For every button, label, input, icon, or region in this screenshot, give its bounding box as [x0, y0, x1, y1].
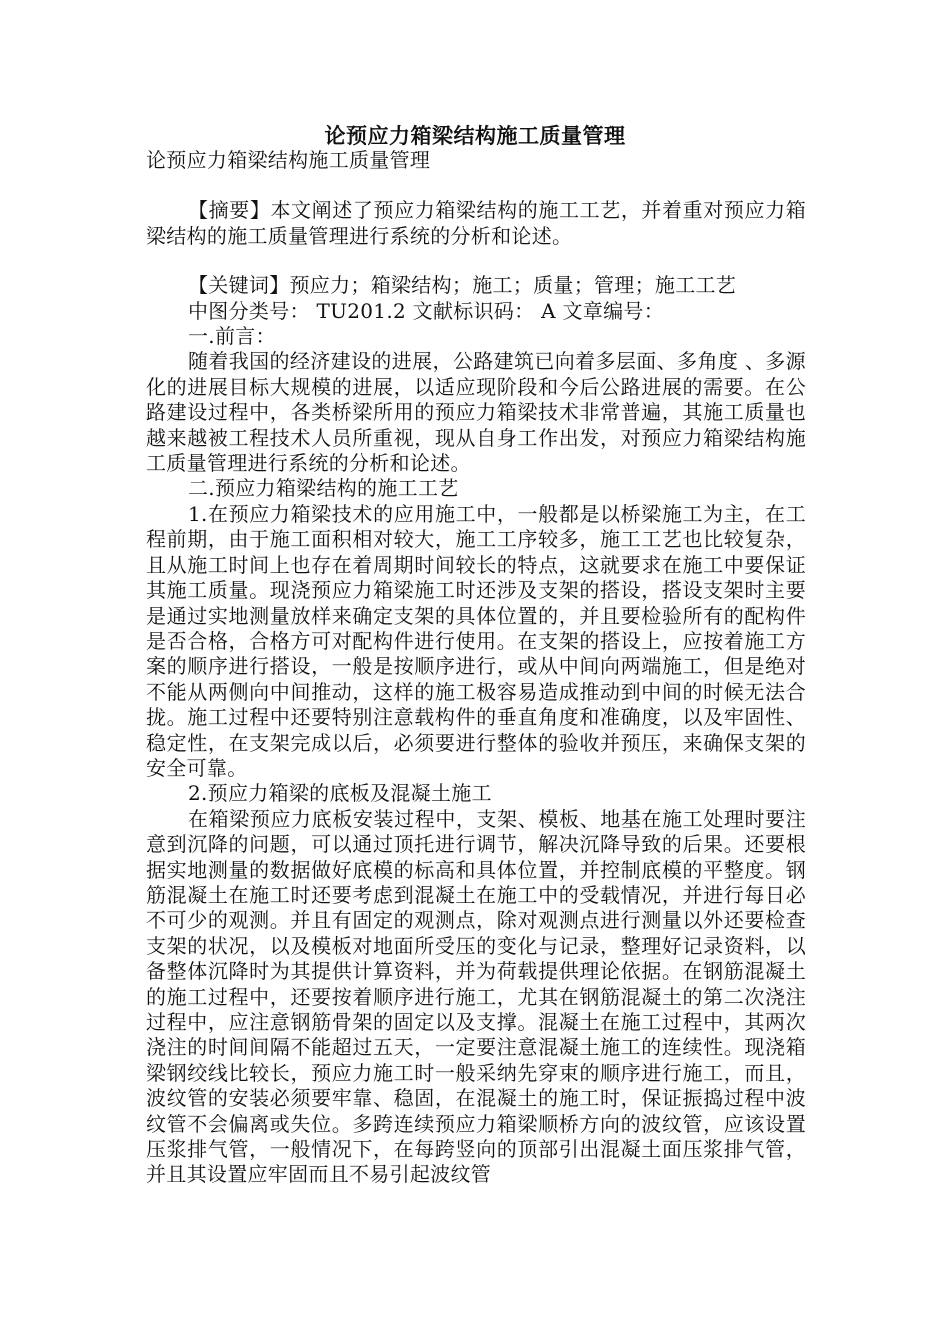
document-body [146, 148, 806, 1188]
document-title: 论预应力箱梁结构施工质量管理 [324, 123, 626, 148]
process-item-2-paragraph: 在箱梁预应力底板安装过程中，支架、模板、地基在施工处理时要注意到沉降的问题，可以通过顶托进行调节，解决沉降导致的后果。还要根据实地测量的数据做好底模的标高和具体位置，并控制底模的平整度。钢筋混凝土在施工时还要考虑到混凝土在施工中的受载情况，并进行每日必不可少的观测。并且有固定的观测点，除对观测点进行测量以外还要检查支架的状况，以及模板对地面所受压的变化与记录，整理好记录资料，以备整体沉降时为其提供计算资料，并为荷载提供理论依据。在钢筋混凝土的施工过程中，还要按着顺序进行施工，尤其在钢筋混凝土的第二次浇注过程中，应注意钢筋骨架的固定以及支撑。混凝土在施工过程中，其两次浇注的时间间隔不能超过五天，一定要注意混凝土施工的连续性。现浇箱梁钢绞线比较长，预应力施工时一般采纳先穿束的顺序进行施工，而且，波纹管的安装必须要牢靠、稳固，在混凝土的施工时，保证振捣过程中波纹管不会偏离或失位。多跨连续预应力箱梁顺桥方向的波纹管，应该设置压浆排气管，一般情况下，在每跨竖向的顶部引出混凝土面压浆排气管，并且其设置应牢固而且不易引起波纹管 [146, 806, 806, 1187]
section-heading-preface: 一.前言： [188, 324, 276, 349]
preface-paragraph: 随着我国的经济建设的进展，公路建筑已向着多层面、多角度 、多源化的进展目标大规模的进展，以适应现阶段和今后公路进展的需要。在公路建设过程中，各类桥梁所用的预应力箱梁技术非常普遍，其施工质量也越来越被工程技术人员所重视，现从自身工作出发，对预应力箱梁结构施工质量管理进行系统的分析和论述。 [146, 349, 806, 476]
process-item-1-paragraph: 1.在预应力箱梁技术的应用施工中，一般都是以桥梁施工为主，在工程前期，由于施工面积相对较大，施工工序较多，施工工艺也比较复杂，且从施工时间上也存在着周期时间较长的特点，这就要求在施工中要保证其施工质量。现浇预应力箱梁施工时还涉及支架的搭设，搭设支架时主要是通过实地测量放样来确定支架的具体位置的，并且要检验所有的配构件是否合格，合格方可对配构件进行使用。在支架的搭设上，应按着施工方案的顺序进行搭设，一般是按顺序进行，或从中间向两端施工，但是绝对不能从两侧向中间推动，这样的施工极容易造成推动到中间的时候无法合拢。施工过程中还要特别注意载构件的垂直角度和准确度，以及牢固性、稳定性，在支架完成以后，必须要进行整体的验收并预压，来确保支架的安全可靠。 [146, 501, 806, 780]
classification-line: 中图分类号： TU201.2 文献标识码： A 文章编号： [188, 298, 665, 323]
section-heading-process: 二.预应力箱梁结构的施工工艺 [188, 476, 459, 501]
document-subtitle: 论预应力箱梁结构施工质量管理 [146, 148, 431, 172]
keywords-line: 【关键词】预应力；箱梁结构；施工；质量；管理；施工工艺 [188, 273, 737, 298]
process-item-2-heading: 2.预应力箱梁的底板及混凝土施工 [188, 781, 492, 806]
abstract-paragraph: 【摘要】本文阐述了预应力箱梁结构的施工工艺，并着重对预应力箱梁结构的施工质量管理进行系统的分析和论述。 [146, 198, 806, 248]
